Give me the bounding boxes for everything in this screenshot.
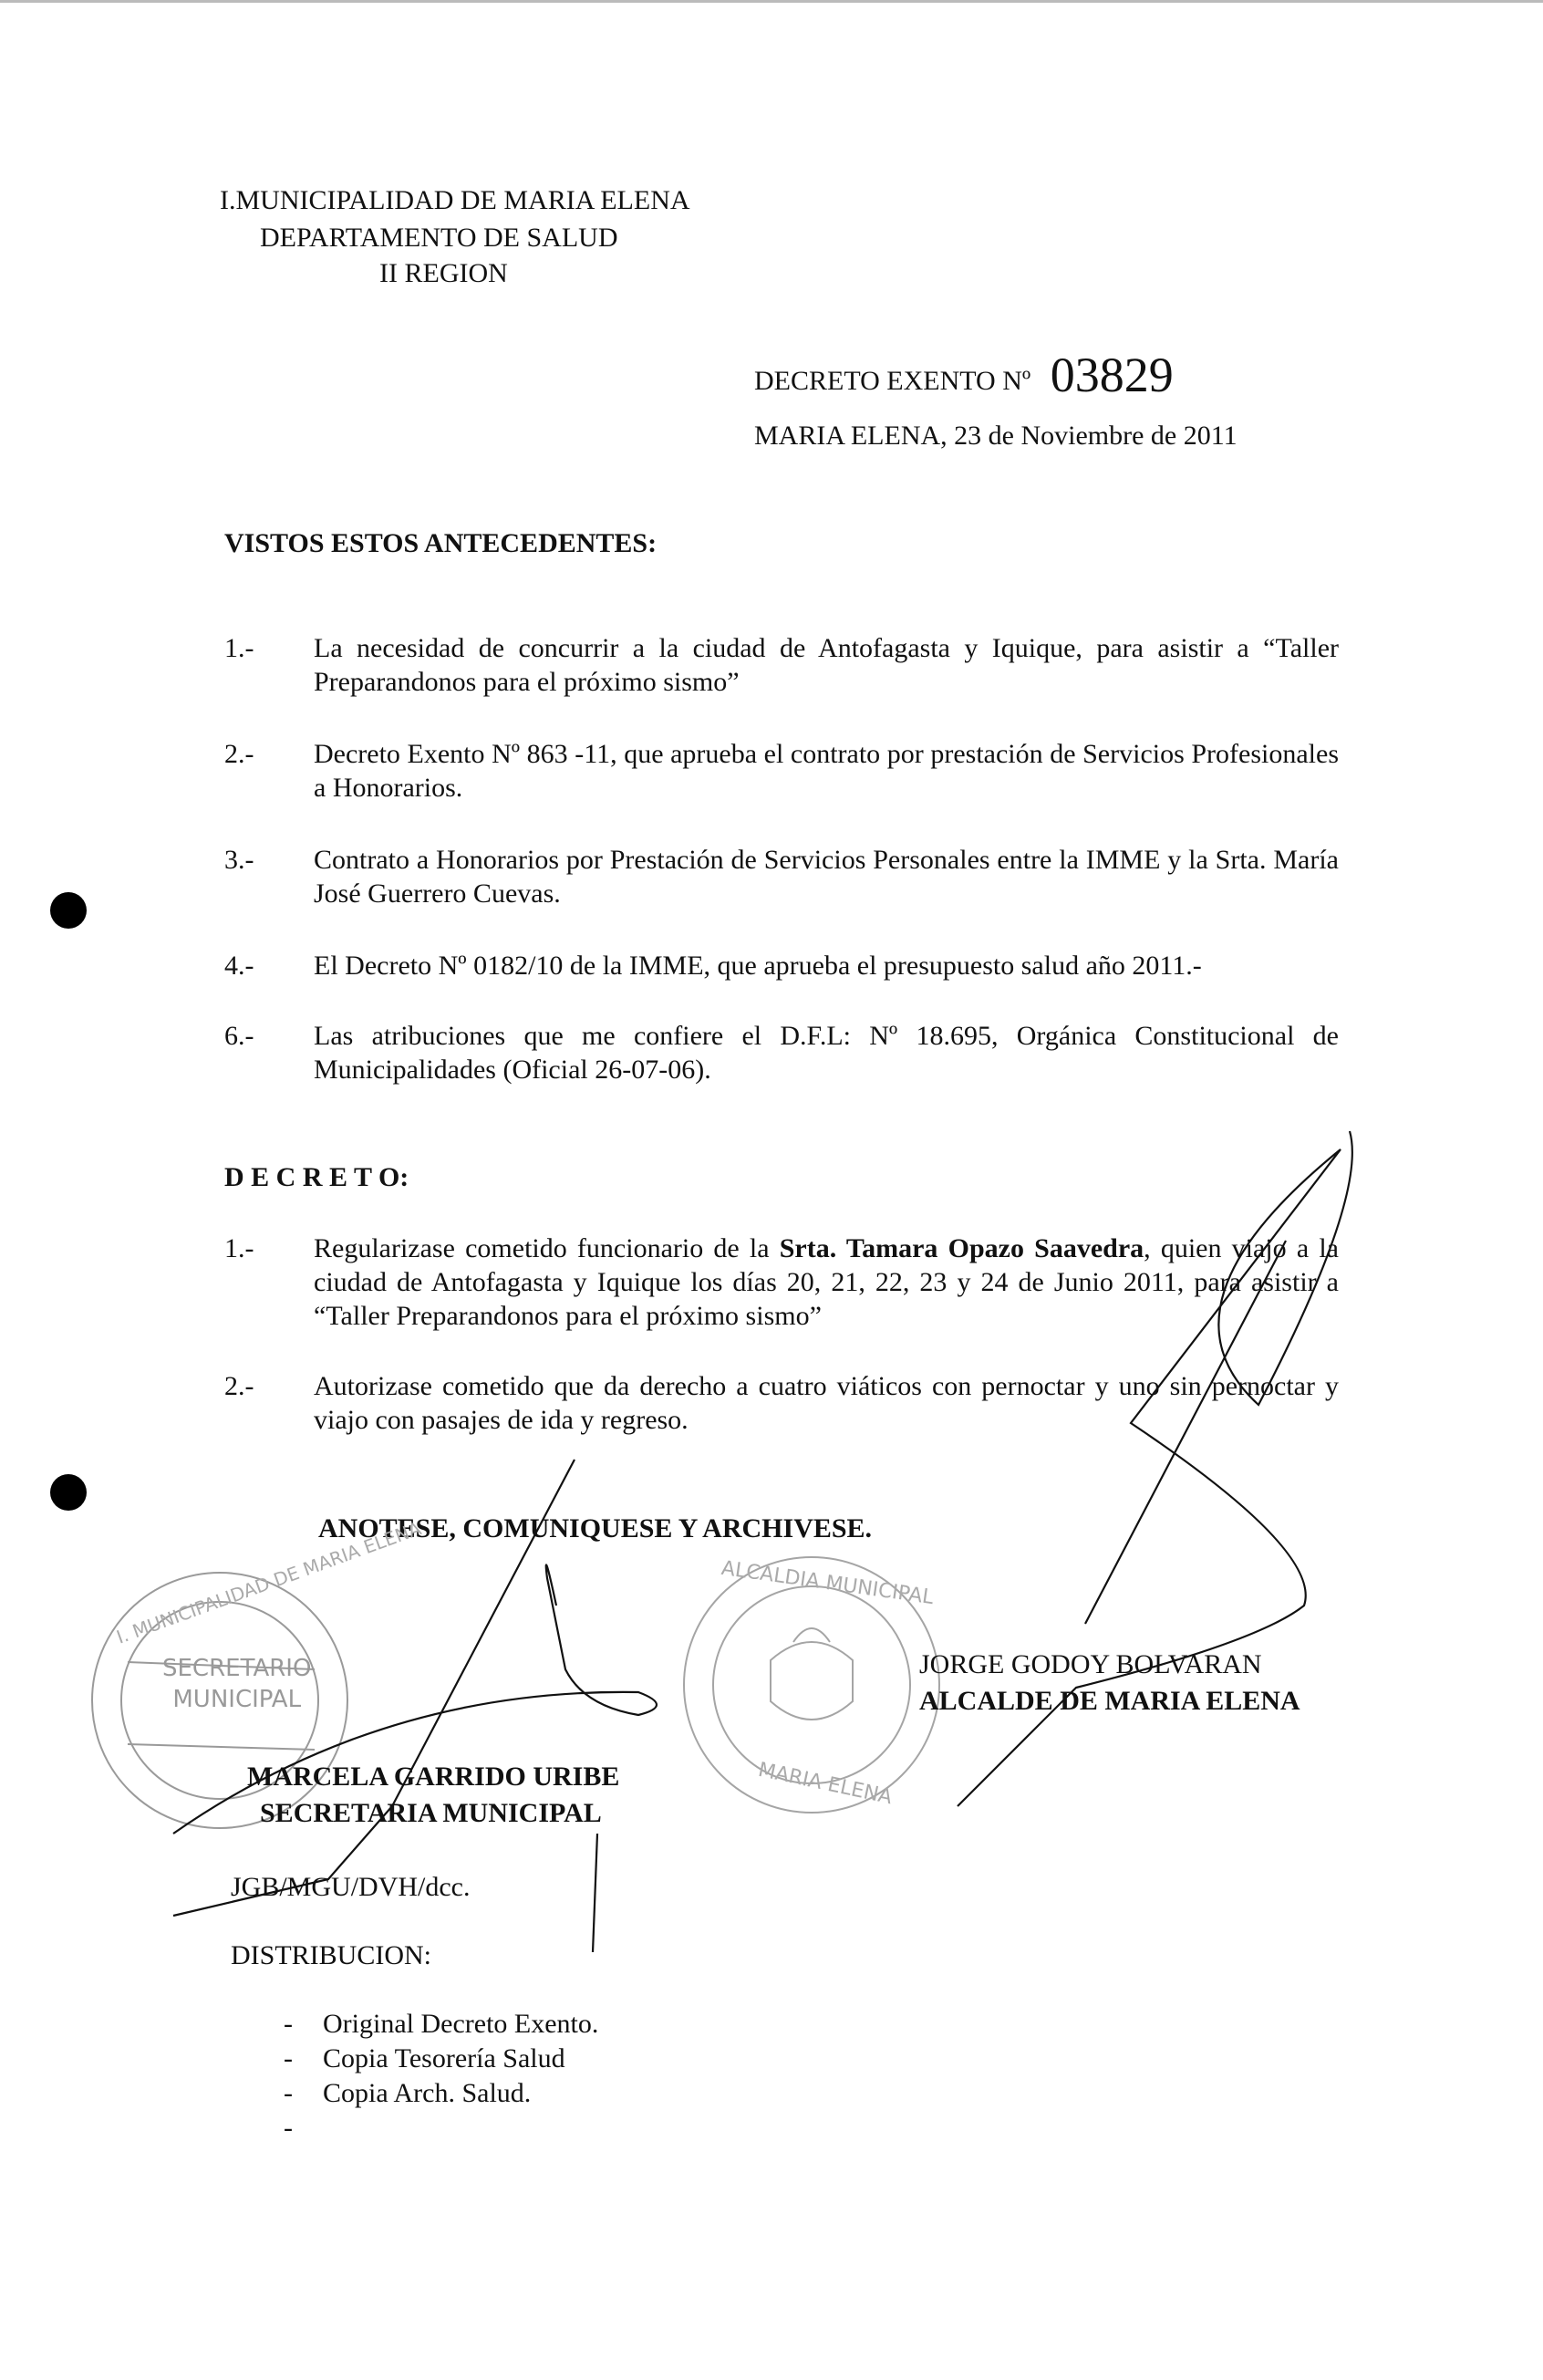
coat-of-arms-icon	[771, 1628, 853, 1720]
header-municipality: I.MUNICIPALIDAD DE MARIA ELENA	[220, 185, 690, 215]
decreto-item-1	[224, 1232, 1339, 1333]
item-text: Contrato a Honorarios por Prestación de Servicios Personales entre la IMME y la Srta. María José Guerrero Cuevas.	[314, 845, 1339, 909]
stamp-text-municipal: MUNICIPAL	[172, 1686, 302, 1713]
secretary-stamp-text	[162, 1653, 311, 1715]
mayor-stamp-top: ALCALDIA MUNICIPAL	[720, 1556, 936, 1610]
item-number: 1.-	[224, 633, 254, 663]
item-text: Autorizase cometido que da derecho a cuatro viáticos con pernoctar y uno sin pernoctar y viajo con pasajes de ida y regreso.	[314, 1371, 1339, 1435]
closing-formula: ANOTESE, COMUNIQUESE Y ARCHIVESE.	[318, 1513, 873, 1543]
secretary-name: MARCELA GARRIDO URIBE	[247, 1762, 620, 1792]
header-department: DEPARTAMENTO DE SALUD	[260, 223, 618, 253]
decreto-heading: D E C R E T O:	[224, 1162, 409, 1192]
decreto-item-2	[224, 1369, 1339, 1437]
item-text-pre: Regularizase cometido funcionario de la	[314, 1233, 780, 1263]
item-number: 6.-	[224, 1021, 254, 1051]
item-text: La necesidad de concurrir a la ciudad de Antofagasta y Iquique, para asistir a “Taller Preparandonos para el próximo sismo”	[314, 633, 1339, 697]
vistos-item-6	[224, 1019, 1339, 1086]
item-number: 3.-	[224, 845, 254, 875]
list-item-text: Copia Tesorería Salud	[323, 2043, 565, 2073]
secretary-title: SECRETARIA MUNICIPAL	[260, 1798, 602, 1828]
item-number: 2.-	[224, 739, 254, 769]
item-number: 4.-	[224, 951, 254, 981]
decree-number: 03829	[1050, 348, 1174, 402]
initials: JGB/MGU/DVH/dcc.	[231, 1872, 471, 1902]
item-text: Las atribuciones que me confiere el D.F.L: Nº 18.695, Orgánica Constitucional de Municipalidades (Oficial 26-07-06).	[314, 1021, 1339, 1085]
vistos-item-4	[224, 949, 1339, 982]
mayor-stamp-bottom: MARIA ELENA	[756, 1758, 895, 1810]
mayor-title: ALCALDE DE MARIA ELENA	[919, 1686, 1300, 1716]
place-date: MARIA ELENA, 23 de Noviembre de 2011	[754, 421, 1238, 451]
item-text: Decreto Exento Nº 863 -11, que aprueba el contrato por prestación de Servicios Profesionales a Honorarios.	[314, 739, 1339, 803]
mayor-name: JORGE GODOY BOLVARAN	[919, 1649, 1262, 1679]
punch-hole-icon	[50, 892, 87, 929]
official-name: Srta. Tamara Opazo Saavedra	[779, 1233, 1144, 1263]
vistos-item-2	[224, 737, 1339, 805]
vistos-heading: VISTOS ESTOS ANTECEDENTES:	[224, 528, 658, 558]
list-item-text: Copia Arch. Salud.	[323, 2078, 532, 2108]
item-text	[314, 1232, 1339, 1333]
item-text-post: , quien viajo a la ciudad de Antofagasta y Iquique los días 20, 21, 22, 23 y 24 de Junio 2011, para asistir a “Taller Preparandonos para el próximo sismo”	[314, 1233, 1339, 1331]
header-region: II REGION	[379, 258, 508, 288]
vistos-item-1	[224, 631, 1339, 699]
decree-label-text: DECRETO EXENTO Nº	[754, 366, 1031, 396]
item-text: El Decreto Nº 0182/10 de la IMME, que aprueba el presupuesto salud año 2011.-	[314, 951, 1202, 981]
initials-stroke	[593, 1834, 597, 1952]
vistos-item-3	[224, 843, 1339, 910]
list-item-text: Original Decreto Exento.	[323, 2009, 599, 2039]
distribution-heading: DISTRIBUCION:	[231, 1940, 432, 1970]
secretary-stamp-outer: I. MUNICIPALIDAD DE MARIA ELENA	[113, 1517, 424, 1648]
punch-hole-icon	[50, 1474, 87, 1511]
decree-label	[754, 348, 1174, 402]
stamp-text-secretario: SECRETARIO	[162, 1655, 312, 1682]
scan-edge	[0, 0, 1543, 3]
item-number: 2.-	[224, 1371, 254, 1401]
item-number: 1.-	[224, 1233, 254, 1263]
